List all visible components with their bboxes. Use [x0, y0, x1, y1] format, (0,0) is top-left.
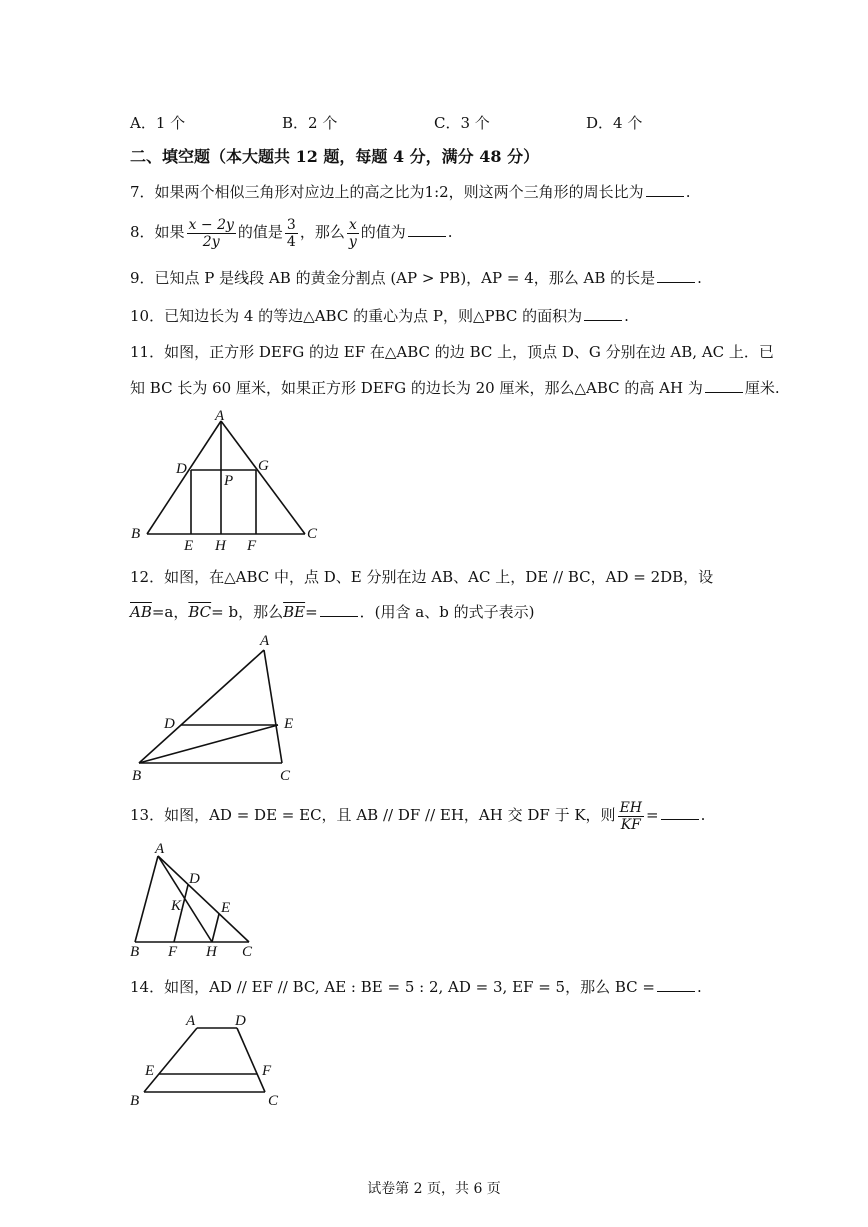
question-8-end: . [447, 223, 453, 241]
label-e: E [145, 1063, 155, 1079]
question-7-text: 7．如果两个相似三角形对应边上的高之比为1:2，则这两个三角形的周长比为 [130, 183, 644, 201]
label-c: C [242, 944, 253, 960]
label-c: C [268, 1093, 279, 1108]
question-7-end: . [685, 183, 691, 201]
question-12-line-2 [130, 601, 534, 623]
figure-q11-triangle-square [125, 405, 325, 555]
fraction-eh-kf [618, 800, 644, 833]
segment-eh [212, 914, 219, 942]
label-f: F [168, 944, 178, 960]
figure-q12-triangle [125, 628, 315, 788]
segment-ac [264, 650, 282, 763]
fraction-numerator: x [348, 216, 357, 233]
question-13-eq: = [646, 806, 659, 824]
label-a: A [155, 841, 165, 857]
section-title: 二、填空题（本大题共 12 题，每题 4 分，满分 48 分） [130, 147, 540, 166]
label-d: D [235, 1013, 246, 1029]
choice-b: B．2 个 [282, 114, 338, 132]
vector-ab: $\overline{AB}$ [130, 603, 152, 621]
question-10-text: 10．已知边长为 4 的等边△ABC 的重心为点 P，则△PBC 的面积为 [130, 307, 583, 325]
question-12-line-1: 12．如图，在△ABC 中，点 D、E 分别在边 AB、AC 上，DE // BC，AD = 2DB，设 [130, 568, 714, 586]
answer-blank [661, 805, 699, 820]
question-10 [130, 305, 629, 327]
fraction-denominator: y [348, 233, 357, 250]
label-p: P [224, 473, 234, 489]
label-a: A [260, 633, 270, 649]
question-8-post: 的值为 [360, 223, 406, 241]
label-d: D [176, 461, 187, 477]
question-12-eq-a: =a， [151, 603, 189, 621]
label-h: H [206, 944, 217, 960]
question-8-pre: 8．如果 [130, 223, 185, 241]
fraction-expression [187, 217, 236, 250]
segment-ab [144, 1028, 197, 1092]
label-d: D [189, 871, 200, 887]
choice-d: D．4 个 [586, 114, 643, 132]
answer-blank [408, 222, 446, 237]
answer-blank [320, 602, 358, 617]
answer-blank [657, 268, 695, 283]
choice-a: A．1 个 [130, 114, 186, 132]
vector-be: $\overline{BE}$ [283, 603, 306, 621]
question-12-eq-end: = [305, 603, 318, 621]
segment-dc [237, 1028, 265, 1092]
question-9 [130, 267, 702, 289]
question-13 [130, 797, 705, 833]
question-11-text: 知 BC 长为 60 厘米，如果正方形 DEFG 的边长为 20 厘米，那么△ABC 的高 AH 为 [130, 379, 703, 397]
fraction-denominator: KF [620, 816, 641, 833]
segment-ac [221, 421, 305, 534]
label-e: E [221, 900, 231, 916]
label-k: K [171, 898, 182, 914]
question-14 [130, 976, 702, 998]
vector-bc: $\overline{BC}$ [188, 603, 212, 621]
fraction-numerator: EH [619, 799, 642, 816]
answer-blank [657, 977, 695, 992]
answer-blank [584, 306, 622, 321]
question-10-end: . [624, 307, 629, 325]
label-f: F [247, 538, 257, 554]
fraction-value [285, 217, 298, 250]
label-b: B [130, 1093, 140, 1108]
question-12-tail: ．(用含 a、b 的式子表示) [359, 603, 535, 621]
figure-q14-trapezoid [125, 1008, 295, 1108]
label-c: C [307, 526, 318, 542]
label-e: E [284, 716, 294, 732]
label-f: F [262, 1063, 272, 1079]
label-d: D [164, 716, 175, 732]
answer-blank [646, 182, 684, 197]
question-7 [130, 181, 690, 203]
question-9-end: . [697, 269, 702, 287]
fraction-denominator: 2y [202, 233, 220, 250]
label-e: E [184, 538, 194, 554]
fraction-numerator: x − 2y [188, 216, 234, 233]
fraction-ratio [347, 217, 359, 250]
question-14-end: . [696, 978, 702, 996]
question-11-line-2 [130, 377, 780, 399]
question-11-line-1: 11．如图，正方形 DEFG 的边 EF 在△ABC 的边 BC 上，顶点 D、G 分别在边 AB, AC 上．已 [130, 343, 774, 361]
question-14-text: 14．如图，AD // EF // BC, AE : BE = 5 : 2, AD = 3, EF = 5，那么 BC = [130, 978, 655, 996]
question-13-text: 13．如图，AD = DE = EC，且 AB // DF // EH，AH 交 DF 于 K，则 [130, 806, 616, 824]
page-footer: 试卷第 2 页，共 6 页 [367, 1181, 501, 1197]
fraction-numerator: 3 [286, 216, 296, 233]
segment-ab [147, 421, 221, 534]
fraction-denominator: 4 [286, 233, 296, 250]
label-a: A [186, 1013, 196, 1029]
question-13-end: . [700, 806, 706, 824]
choices-row [130, 112, 770, 134]
label-h: H [215, 538, 226, 554]
question-8-mid: 的值是 [237, 223, 283, 241]
choice-c: C．3 个 [434, 114, 490, 132]
question-8-mid2: ，那么 [299, 223, 345, 241]
label-c: C [280, 768, 291, 784]
label-b: B [132, 768, 142, 784]
label-b: B [131, 526, 141, 542]
question-11-end: 厘米. [744, 379, 780, 397]
question-8 [130, 214, 453, 250]
answer-blank [705, 378, 743, 393]
label-g: G [258, 458, 269, 474]
label-a: A [215, 408, 225, 424]
label-b: B [130, 944, 140, 960]
figure-q13-triangle [125, 838, 265, 963]
segment-ab [135, 856, 158, 942]
question-12-eq-b: = b，那么 [211, 603, 284, 621]
question-9-text: 9．已知点 P 是线段 AB 的黄金分割点 (AP > PB)，AP = 4，那么 AB 的长是 [130, 269, 656, 287]
